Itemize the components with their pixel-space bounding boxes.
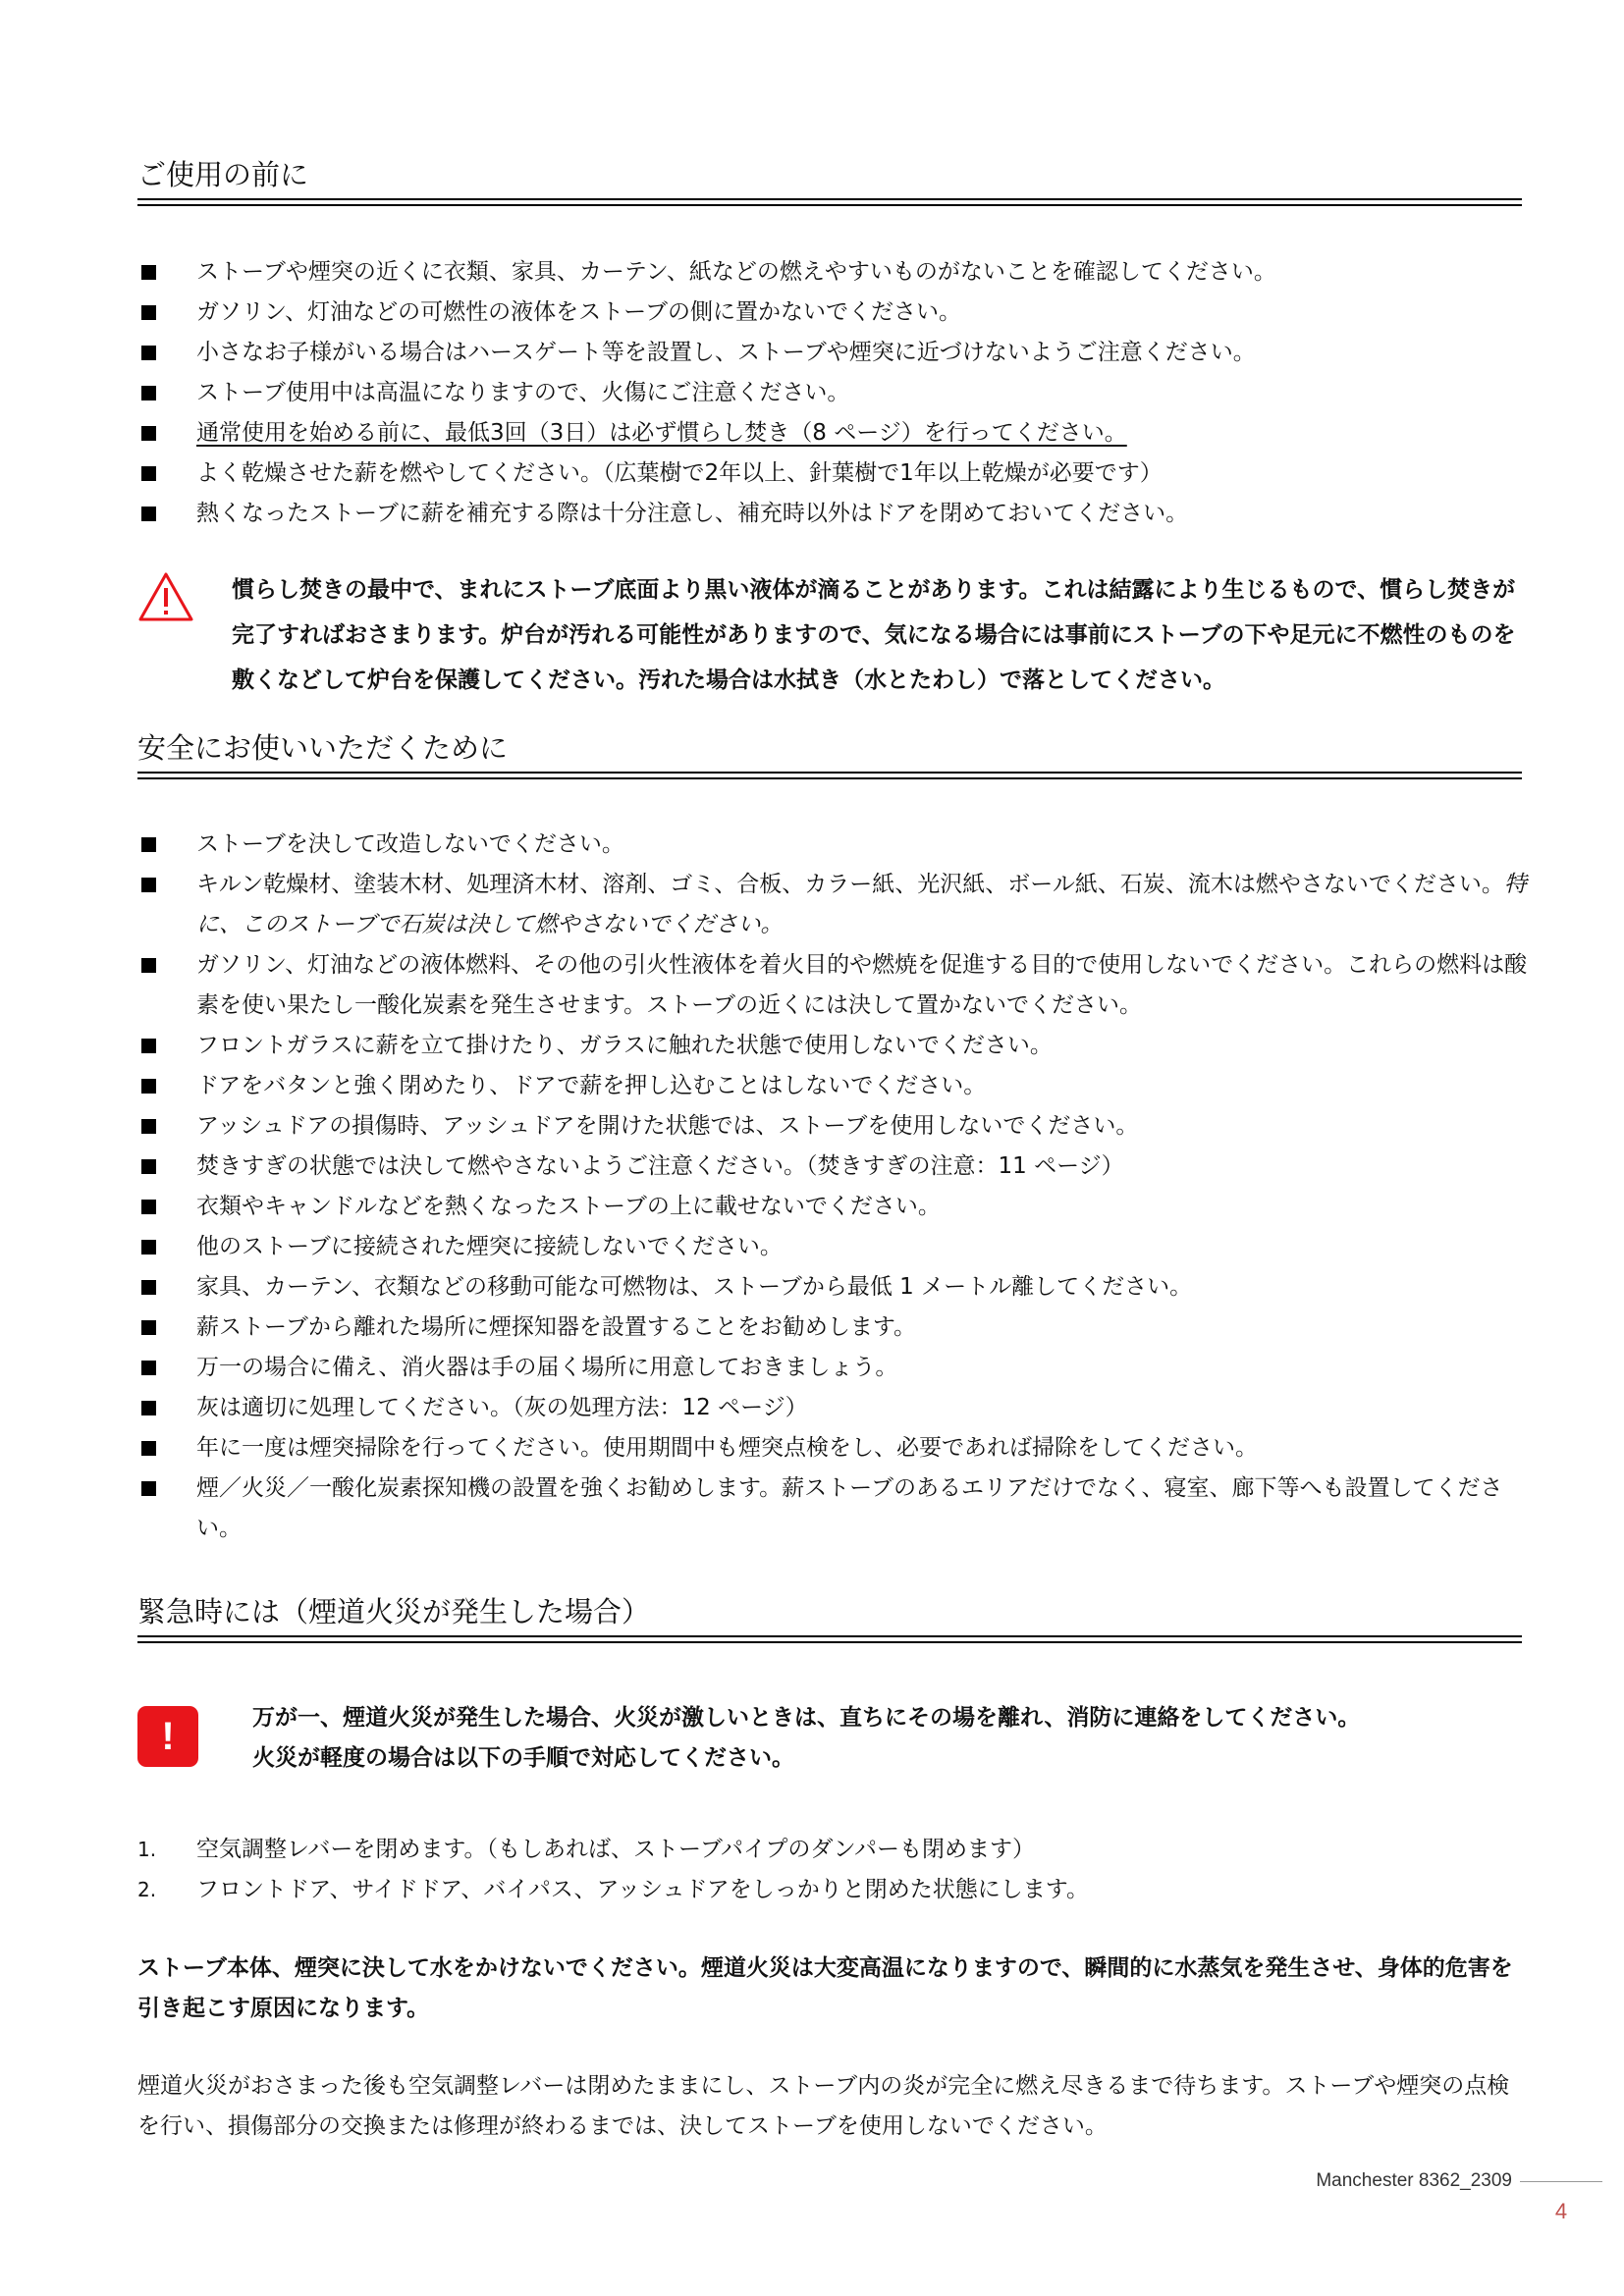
section-rule xyxy=(137,198,1522,206)
bullet-square-icon xyxy=(141,1039,156,1053)
after-fire-note: 煙道火災がおさまった後も空気調整レバーは閉めたままにし、ストーブ内の炎が完全に燃え尽きるまで待ちます。ストーブや煙突の点検を行い、損傷部分の交換または修理が終わるまでは、決してストーブを使用しないでください。 xyxy=(137,2073,1510,2139)
bullet-square-icon xyxy=(141,958,156,973)
list-item: 煙／火災／一酸化炭素探知機の設置を強くお勧めします。薪ストーブのあるエリアだけでなく、寝室、廊下等へも設置してください。 xyxy=(137,1468,1532,1549)
section-rule xyxy=(137,1635,1522,1643)
bullet-square-icon xyxy=(141,1441,156,1456)
bullet-square-icon xyxy=(141,1240,156,1255)
list-item: 灰は適切に処理してください。（灰の処理方法：12 ページ） xyxy=(137,1388,1532,1428)
list-item: ストーブや煙突の近くに衣類、家具、カーテン、紙などの燃えやすいものがないことを確認してください。 xyxy=(137,252,1532,293)
bullet-square-icon xyxy=(141,1320,156,1335)
list-item: アッシュドアの損傷時、アッシュドアを開けた状態では、ストーブを使用しないでください。 xyxy=(137,1106,1532,1147)
bullet-square-icon xyxy=(141,305,156,320)
footer-rule xyxy=(1520,2181,1602,2182)
bullet-square-icon xyxy=(141,837,156,852)
danger-line-1: 万が一、煙道火災が発生した場合、火災が激しいときは、直ちにその場を離れ、消防に連絡をしてください。 xyxy=(252,1705,1361,1731)
bullet-square-icon xyxy=(141,878,156,892)
danger-line-2: 火災が軽度の場合は以下の手順で対応してください。 xyxy=(252,1745,794,1771)
bullet-square-icon xyxy=(141,466,156,481)
bullet-square-icon xyxy=(141,1280,156,1295)
bullet-square-icon xyxy=(141,1119,156,1134)
list-item: ドアをバタンと強く閉めたり、ドアで薪を押し込むことはしないでください。 xyxy=(137,1066,1532,1106)
list-item: 薪ストーブから離れた場所に煙探知器を設置することをお勧めします。 xyxy=(137,1308,1532,1348)
bullet-square-icon xyxy=(141,426,156,441)
section-rule xyxy=(137,772,1522,779)
list-item: 小さなお子様がいる場合はハースゲート等を設置し、ストーブや煙突に近づけないようご注意ください。 xyxy=(137,333,1532,373)
footer-document-id: Manchester 8362_2309 xyxy=(1316,2170,1512,2191)
italic-coal-warning: 特に、このストーブで石炭は決して燃やさないでください。 xyxy=(196,872,1527,937)
list-item: 衣類やキャンドルなどを熱くなったストーブの上に載せないでください。 xyxy=(137,1187,1532,1227)
list-item: 年に一度は煙突掃除を行ってください。使用期間中も煙突点検をし、必要であれば掃除をしてください。 xyxy=(137,1428,1532,1468)
list-item: 他のストーブに接続された煙突に接続しないでください。 xyxy=(137,1227,1532,1267)
list-item: ストーブを決して改造しないでください。 xyxy=(137,825,1532,865)
bullet-square-icon xyxy=(141,386,156,400)
list-item: ガソリン、灯油などの可燃性の液体をストーブの側に置かないでください。 xyxy=(137,293,1532,333)
bullet-square-icon xyxy=(141,507,156,521)
list-item: 焚きすぎの状態では決して燃やさないようご注意ください。（焚きすぎの注意：11 ページ） xyxy=(137,1147,1532,1187)
bullet-square-icon xyxy=(141,1200,156,1214)
bullet-square-icon xyxy=(141,1361,156,1375)
list-item: 万一の場合に備え、消火器は手の届く場所に用意しておきましょう。 xyxy=(137,1348,1532,1388)
page-number: 4 xyxy=(1554,2199,1568,2223)
step-number: 2. xyxy=(137,1878,157,1901)
list-item: 熱くなったストーブに薪を補充する際は十分注意し、補充時以外はドアを閉めておいてください。 xyxy=(137,494,1532,534)
list-item: ガソリン、灯油などの液体燃料、その他の引火性液体を着火目的や燃焼を促進する目的で使用しないでください。これらの燃料は酸素を使い果たし一酸化炭素を発生させます。ストーブの近くには決して置かないでください。 xyxy=(137,945,1532,1026)
section-title-safety: 安全にお使いいただくために xyxy=(137,731,509,765)
bullet-square-icon xyxy=(141,1079,156,1094)
underlined-break-in-note: 通常使用を始める前に、最低3回（3日）は必ず慣らし焚き（8 ページ）を行ってください。 xyxy=(196,420,1127,446)
list-item: フロントガラスに薪を立て掛けたり、ガラスに触れた状態で使用しないでください。 xyxy=(137,1026,1532,1066)
bullet-square-icon xyxy=(141,265,156,280)
list-item: 家具、カーテン、衣類などの移動可能な可燃物は、ストーブから最低 1 メートル離してください。 xyxy=(137,1267,1532,1308)
bullet-square-icon xyxy=(141,1481,156,1496)
emergency-danger-text xyxy=(252,1698,1529,1779)
caution-text: 慣らし焚きの最中で、まれにストーブ底面より黒い液体が滴ることがあります。これは結露により生じるもので、慣らし焚きが完了すればおさまります。炉台が汚れる可能性がありますので、気になる場合には事前にストーブの下や足元に不燃性のものを敷くなどして炉台を保護してください。汚れた場合は水拭き（水とたわし）で落としてください。 xyxy=(232,577,1516,693)
list-item: 2. フロントドア、サイドドア、バイパス、アッシュドアをしっかりと閉めた状態にします。 xyxy=(137,1870,1532,1910)
list-item: 1. 空気調整レバーを閉めます。（もしあれば、ストーブパイプのダンパーも閉めます） xyxy=(137,1830,1532,1870)
list-item: キルン乾燥材、塗装木材、処理済木材、溶剤、ゴミ、合板、カラー紙、光沢紙、ボール紙、石炭、流木は燃やさないでください。特に、このストーブで石炭は決して燃やさないでください。 xyxy=(137,865,1532,945)
list-item: よく乾燥させた薪を燃やしてください。（広葉樹で2年以上、針葉樹で1年以上乾燥が必要です） xyxy=(137,454,1532,494)
step-number: 1. xyxy=(137,1838,157,1861)
emergency-steps-list xyxy=(137,1830,1532,1910)
no-water-warning: ストーブ本体、煙突に決して水をかけないでください。煙道火災は大変高温になりますので、瞬間的に水蒸気を発生させ、身体的危害を引き起こす原因になります。 xyxy=(137,1955,1513,2021)
bullet-square-icon xyxy=(141,1401,156,1415)
warning-triangle-icon xyxy=(137,571,194,622)
bullet-square-icon xyxy=(141,346,156,360)
section-title-emergency: 緊急時には（煙道火災が発生した場合） xyxy=(137,1595,651,1629)
safety-list xyxy=(137,825,1532,1549)
list-item: ストーブ使用中は高温になりますので、火傷にご注意ください。 xyxy=(137,373,1532,413)
section-title-before-use: ご使用の前に xyxy=(137,158,309,191)
exclamation-alert-icon: ! xyxy=(137,1706,198,1767)
bullet-square-icon xyxy=(141,1159,156,1174)
list-item xyxy=(137,413,1532,454)
before-use-list xyxy=(137,252,1532,534)
